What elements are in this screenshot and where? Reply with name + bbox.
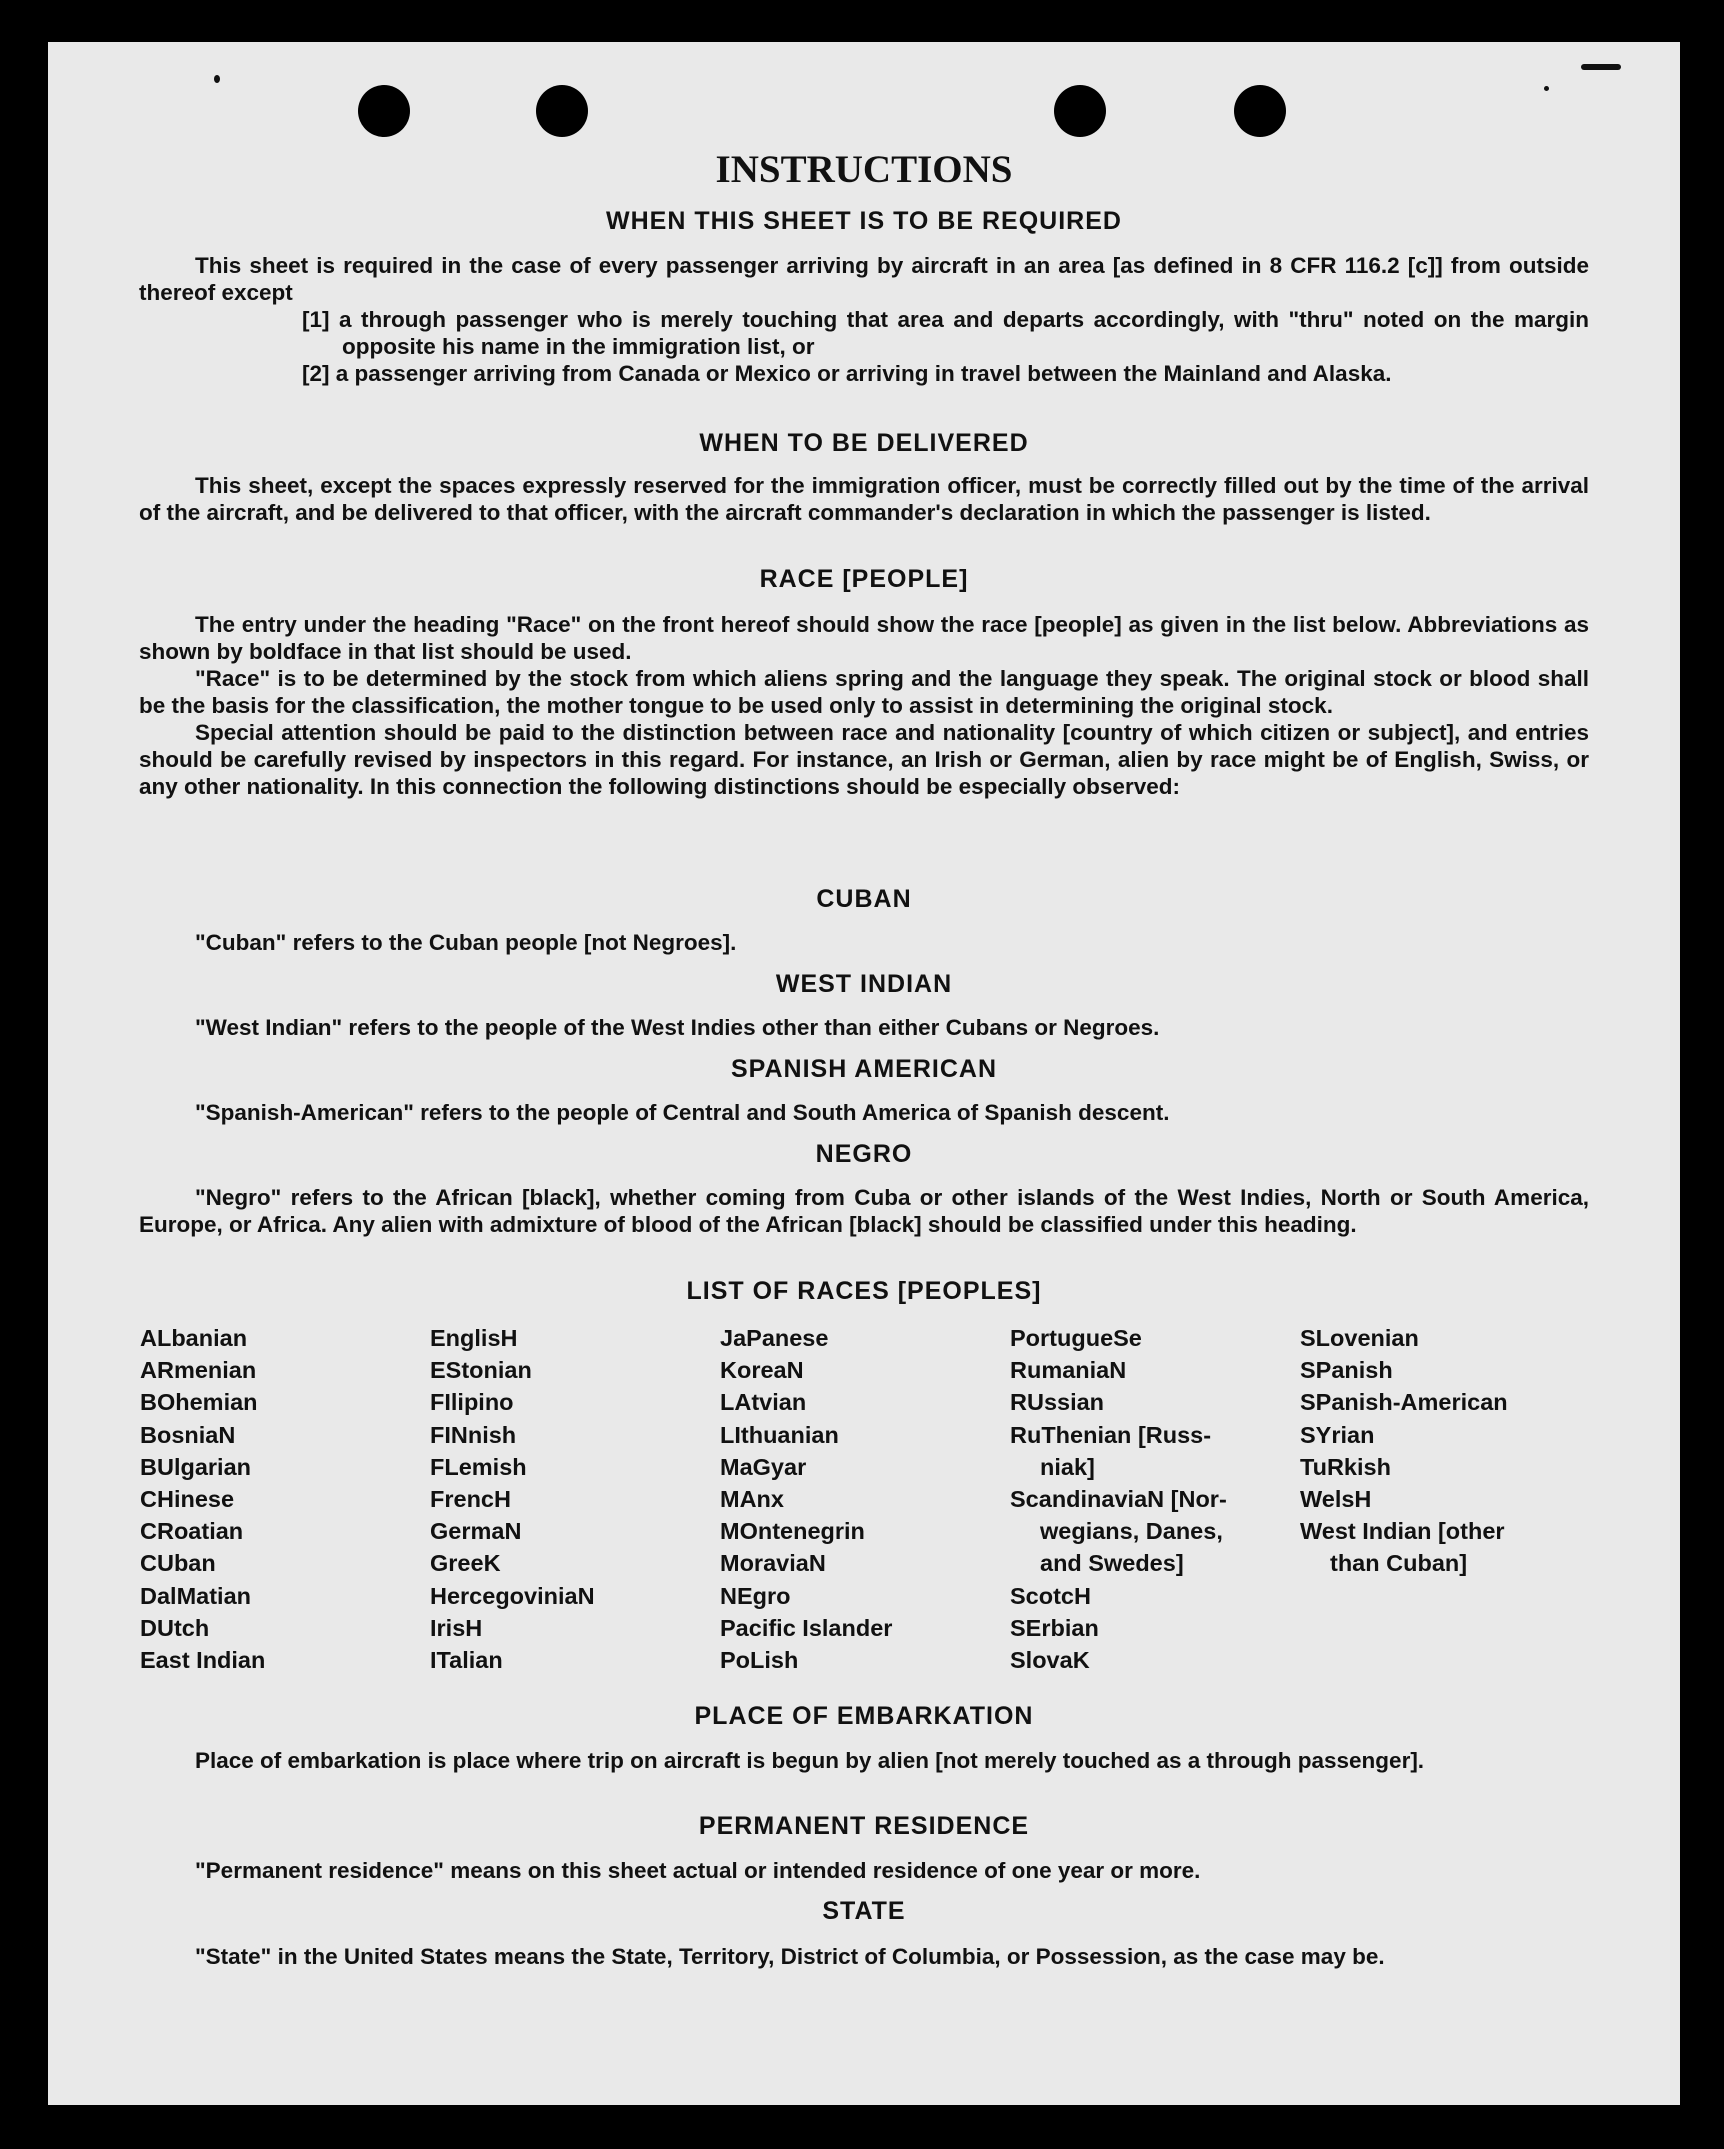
list-item: wegians, Danes, — [1040, 1518, 1223, 1545]
heading-list-of-races: LIST OF RACES [PEOPLES] — [686, 1277, 1042, 1305]
list-item: ScotcH — [1010, 1582, 1091, 1609]
list-item: ALbanian — [140, 1325, 248, 1351]
paragraph-when-delivered: This sheet, except the spaces expressly reserved for the immigration officer, must be correctly filled out by the time of the arrival of the aircraft, and be delivered to that officer, with the aircraft commander's declaration in which the passenger is listed. — [139, 473, 1589, 525]
list-item: SPanish-American — [1300, 1389, 1508, 1416]
race-column — [430, 1322, 595, 1676]
speck — [1544, 86, 1549, 91]
list-item: PoLish — [720, 1647, 799, 1674]
list-item: than Cuban] — [1330, 1550, 1468, 1577]
list-item: DalMatian — [140, 1582, 251, 1609]
list-item: RuThenian [Russ- — [1010, 1421, 1212, 1448]
race-column — [720, 1322, 892, 1676]
paragraph-state: "State" in the United States means the State, Territory, District of Columbia, or Possession, as the case may be. — [195, 1944, 1385, 1969]
list-item: BOhemian — [140, 1389, 258, 1416]
list-item: TuRkish — [1300, 1453, 1391, 1480]
list-item: SPanish — [1300, 1357, 1393, 1384]
exception-item: [2] a passenger arriving from Canada or Mexico or arriving in travel between the Mainland and Alaska. — [302, 361, 1392, 386]
punch-hole — [536, 85, 588, 137]
page-title: INSTRUCTIONS — [715, 148, 1013, 191]
list-item: FLemish — [430, 1453, 527, 1480]
heading-permanent-residence: PERMANENT RESIDENCE — [698, 1812, 1030, 1840]
list-item: ITalian — [430, 1647, 503, 1674]
paragraph-negro: "Negro" refers to the African [black], whether coming from Cuba or other islands of the West Indies, North or South America, Europe, or Africa. Any alien with admixture of blood of the African [black] should be classified under this heading. — [139, 1185, 1589, 1237]
paragraph-west-indian: "West Indian" refers to the people of the West Indies other than either Cubans or Negroes. — [195, 1015, 1160, 1040]
list-item: MaGyar — [720, 1453, 807, 1480]
list-item: PortugueSe — [1010, 1325, 1142, 1351]
list-item: MOntenegrin — [720, 1518, 865, 1545]
list-item: EStonian — [430, 1357, 532, 1384]
list-item: Pacific Islander — [720, 1614, 893, 1641]
paragraph-cuban: "Cuban" refers to the Cuban people [not Negroes]. — [195, 930, 737, 955]
list-item: ScandinaviaN [Nor- — [1010, 1486, 1227, 1513]
punch-hole — [1054, 85, 1106, 137]
list-item: CHinese — [140, 1486, 235, 1513]
list-item: SlovaK — [1010, 1647, 1090, 1674]
punch-hole — [1234, 85, 1286, 137]
instruction-sheet — [48, 42, 1680, 2105]
race-column — [1300, 1322, 1508, 1580]
heading-place-of-embarkation: PLACE OF EMBARKATION — [694, 1702, 1034, 1730]
punch-hole — [358, 85, 410, 137]
list-item: ARmenian — [140, 1357, 257, 1384]
list-item: West Indian [other — [1300, 1518, 1505, 1545]
heading-spanish-american: SPANISH AMERICAN — [730, 1055, 997, 1083]
list-item: FINnish — [430, 1421, 517, 1448]
list-item: GermaN — [430, 1518, 522, 1545]
paragraph-race — [139, 611, 1589, 800]
heading-cuban: CUBAN — [816, 885, 912, 913]
list-item: RumaniaN — [1010, 1357, 1127, 1384]
paragraph-permanent-residence: "Permanent residence" means on this sheet actual or intended residence of one year or more. — [195, 1858, 1201, 1883]
list-item: East Indian — [140, 1647, 266, 1674]
list-item: LAtvian — [720, 1389, 807, 1416]
list-item: SYrian — [1300, 1421, 1375, 1448]
heading-west-indian: WEST INDIAN — [775, 970, 953, 998]
heading-when-delivered: WHEN TO BE DELIVERED — [699, 429, 1029, 457]
list-item: JaPanese — [720, 1325, 829, 1351]
list-item: NEgro — [720, 1582, 791, 1609]
list-item: GreeK — [430, 1550, 501, 1577]
heading-negro: NEGRO — [815, 1140, 913, 1168]
list-item: niak] — [1040, 1453, 1095, 1480]
list-item: LIthuanian — [720, 1421, 839, 1448]
speck — [1581, 64, 1621, 70]
list-item: CRoatian — [140, 1518, 244, 1545]
list-item: KoreaN — [720, 1357, 804, 1384]
heading-when-required: WHEN THIS SHEET IS TO BE REQUIRED — [606, 207, 1122, 235]
list-item: MAnx — [720, 1486, 784, 1513]
list-item: CUban — [140, 1550, 216, 1577]
list-item: IrisH — [430, 1614, 483, 1641]
race-column — [140, 1322, 265, 1676]
list-item: FIlipino — [430, 1389, 514, 1416]
list-item: RUssian — [1010, 1389, 1105, 1416]
text-line: "Race" is to be determined by the stock from which aliens spring and the language they speak. The original stock or blood shall be the basis for the classification, the mother tongue to be used only to assist in determining the original stock. — [139, 666, 1589, 718]
text-line: Special attention should be paid to the distinction between race and nationality [country of which citizen or subject], and entries should be carefully revised by inspectors in this regard. For instance, an Irish or German, alien by race might be of English, Swiss, or any other nationality. In this connection the following distinctions should be especially observed: — [139, 720, 1589, 799]
list-item: SErbian — [1010, 1614, 1099, 1641]
paragraph-when-required — [139, 252, 1589, 387]
paragraph-spanish-american: "Spanish-American" refers to the people of Central and South America of Spanish descent. — [195, 1100, 1170, 1125]
list-item: WelsH — [1300, 1486, 1372, 1513]
text-line: This sheet is required in the case of every passenger arriving by aircraft in an area [as defined in 8 CFR 116.2 [c]] from outside thereof except — [139, 253, 1589, 305]
heading-race: RACE [PEOPLE] — [759, 565, 969, 593]
list-item: BUlgarian — [140, 1453, 251, 1480]
list-item: BosniaN — [140, 1421, 236, 1448]
speck — [214, 75, 220, 83]
heading-state: STATE — [822, 1897, 906, 1925]
list-item: and Swedes] — [1040, 1550, 1184, 1577]
list-item: SLovenian — [1300, 1325, 1419, 1351]
list-item: FrencH — [430, 1486, 511, 1513]
list-item: DUtch — [140, 1614, 210, 1641]
paragraph-place-of-embarkation: Place of embarkation is place where trip on aircraft is begun by alien [not merely touched as a through passenger]. — [195, 1748, 1425, 1773]
exception-item: [1] a through passenger who is merely touching that area and departs accordingly, with "thru" noted on the margin opposite his name in the immigration list, or — [302, 307, 1589, 359]
list-item: EnglisH — [430, 1325, 518, 1351]
race-column — [1010, 1322, 1227, 1676]
list-item: HercegoviniaN — [430, 1582, 595, 1609]
list-item: MoraviaN — [720, 1550, 826, 1577]
text-line: The entry under the heading "Race" on the front hereof should show the race [people] as given in the list below. Abbreviations as shown by boldface in that list should be used. — [139, 612, 1589, 664]
